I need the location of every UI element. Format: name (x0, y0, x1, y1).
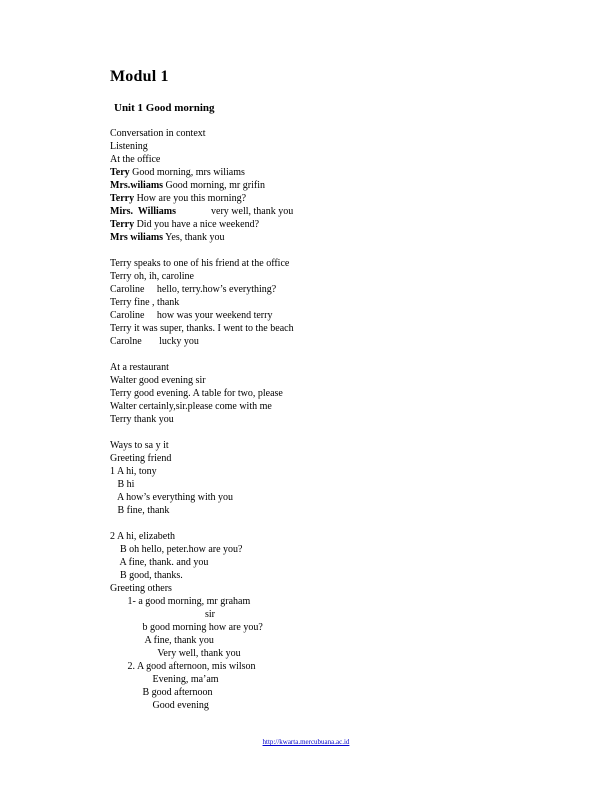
section-heading: Greeting friend (110, 453, 172, 464)
dialogue-text: Good morning, mr grifin (163, 180, 265, 191)
blank-line (110, 348, 550, 361)
dialogue-line: 2. A good afternoon, mis wilson (110, 661, 256, 672)
section-heading: Listening (110, 141, 148, 152)
dialogue-line: A fine, thank you (110, 635, 214, 646)
dialogue-line: Carolne lucky you (110, 336, 199, 347)
page-footer (0, 738, 612, 746)
dialogue-line: Terry thank you (110, 414, 174, 425)
dialogue-line: B oh hello, peter.how are you? (110, 544, 243, 555)
blank-line (110, 244, 550, 257)
dialogue-line: Terry it was super, thanks. I went to the beach (110, 323, 294, 334)
dialogue-line (110, 166, 550, 179)
dialogue-line: Caroline how was your weekend terry (110, 310, 273, 321)
dialogue-line: Walter good evening sir (110, 375, 206, 386)
speaker-name: Mirs. Williams (110, 206, 177, 217)
section-heading: Terry speaks to one of his friend at the office (110, 258, 290, 269)
speaker-name: Mrs wiliams (110, 232, 164, 243)
blank-line (110, 517, 550, 530)
dialogue-line: B hi (110, 479, 135, 490)
dialogue-line: sir (110, 609, 215, 620)
dialogue-text: very well, thank you (176, 206, 294, 217)
document-body (110, 127, 550, 712)
dialogue-line: 1 A hi, tony (110, 466, 157, 477)
dialogue-line: Terry fine , thank (110, 297, 180, 308)
dialogue-line (110, 192, 550, 205)
dialogue-line (110, 205, 550, 218)
dialogue-text: Yes, thank you (163, 232, 225, 243)
dialogue-line: 2 A hi, elizabeth (110, 531, 175, 542)
dialogue-line: Caroline hello, terry.how’s everything? (110, 284, 277, 295)
dialogue-line: B good, thanks. (110, 570, 183, 581)
dialogue-line: Terry oh, ih, caroline (110, 271, 194, 282)
speaker-name: Terry (110, 219, 135, 230)
dialogue-line: B good afternoon (110, 687, 213, 698)
speaker-name: Terry (110, 193, 135, 204)
section-heading: At the office (110, 154, 161, 165)
dialogue-line (110, 218, 550, 231)
dialogue-line: A fine, thank. and you (110, 557, 209, 568)
section-heading: Conversation in context (110, 128, 206, 139)
dialogue-line: Evening, ma’am (110, 674, 219, 685)
dialogue-line: Good evening (110, 700, 209, 711)
unit-title: Unit 1 Good morning (114, 102, 215, 114)
speaker-name: Mrs.wiliams (110, 180, 164, 191)
dialogue-text: Did you have a nice weekend? (134, 219, 260, 230)
dialogue-line (110, 179, 550, 192)
dialogue-line: Terry good evening. A table for two, please (110, 388, 283, 399)
dialogue-line: 1- a good morning, mr graham (110, 596, 251, 607)
section-heading: Greeting others (110, 583, 172, 594)
dialogue-line (110, 231, 550, 244)
speaker-name: Tery (110, 167, 130, 178)
section-heading: At a restaurant (110, 362, 169, 373)
footer-link[interactable]: http://kwarta.mercubuana.ac.id (262, 738, 350, 746)
blank-line (110, 426, 550, 439)
dialogue-line: Walter certainly,sir.please come with me (110, 401, 272, 412)
section-heading: Ways to sa y it (110, 440, 169, 451)
dialogue-line: Very well, thank you (110, 648, 241, 659)
dialogue-line: A how’s everything with you (110, 492, 234, 503)
dialogue-text: Good morning, mrs wiliams (129, 167, 245, 178)
dialogue-line: b good morning how are you? (110, 622, 263, 633)
dialogue-text: How are you this morning? (134, 193, 247, 204)
dialogue-line: B fine, thank (110, 505, 170, 516)
page-title: Modul 1 (110, 68, 169, 85)
